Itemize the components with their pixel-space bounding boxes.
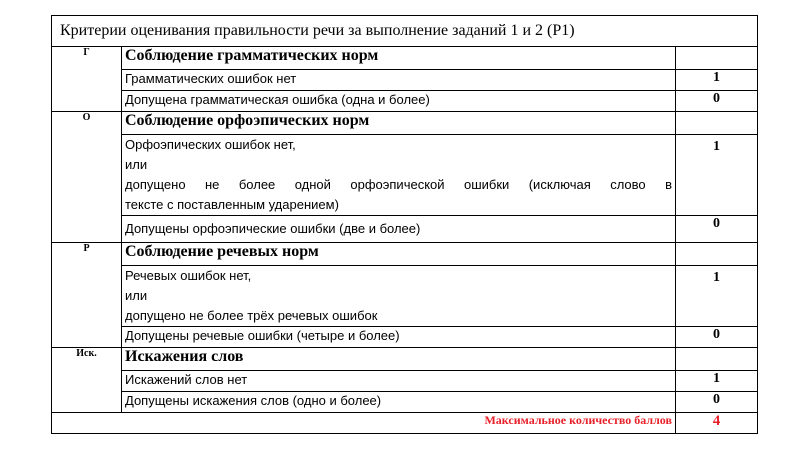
max-score-label: Максимальное количество баллов xyxy=(52,413,676,434)
section-heading: Соблюдение речевых норм xyxy=(122,243,676,266)
table-title: Критерии оценивания правильности речи за выполнение заданий 1 и 2 (Р1) xyxy=(52,16,758,47)
table-row xyxy=(52,266,758,327)
criterion-points: 0 xyxy=(676,392,758,413)
criterion-points: 1 xyxy=(676,371,758,392)
criterion-points: 1 xyxy=(676,135,758,216)
criterion-line: допущено не более трёх речевых ошибок xyxy=(125,308,378,323)
section-distortion-row xyxy=(52,348,758,371)
criterion-line: Орфоэпических ошибок нет, xyxy=(125,137,296,152)
section-heading: Искажения слов xyxy=(122,348,676,371)
section-code: О xyxy=(52,112,122,243)
criterion-points: 0 xyxy=(676,327,758,348)
criterion-points: 0 xyxy=(676,91,758,112)
criterion-text: Допущены орфоэпические ошибки (две и более) xyxy=(122,216,676,243)
table-row xyxy=(52,70,758,91)
empty-cell xyxy=(676,243,758,266)
criterion-points: 1 xyxy=(676,70,758,91)
table-row xyxy=(52,91,758,112)
table-row xyxy=(52,135,758,216)
criterion-points: 0 xyxy=(676,216,758,243)
table-row xyxy=(52,392,758,413)
max-score-row xyxy=(52,413,758,434)
max-score-value: 4 xyxy=(676,413,758,434)
empty-cell xyxy=(676,112,758,135)
section-grammar-row xyxy=(52,47,758,70)
section-orthoepy-row xyxy=(52,112,758,135)
empty-cell xyxy=(676,47,758,70)
criterion-points: 1 xyxy=(676,266,758,327)
table-row xyxy=(52,216,758,243)
criteria-table xyxy=(51,15,758,434)
criterion-text: Допущена грамматическая ошибка (одна и более) xyxy=(122,91,676,112)
section-heading: Соблюдение орфоэпических норм xyxy=(122,112,676,135)
title-row xyxy=(52,16,758,47)
table-row xyxy=(52,371,758,392)
criterion-line: или xyxy=(125,288,148,303)
empty-cell xyxy=(676,348,758,371)
section-code: Г xyxy=(52,47,122,112)
section-speech-row xyxy=(52,243,758,266)
criterion-text: Допущены речевые ошибки (четыре и более) xyxy=(122,327,676,348)
criterion-multiline xyxy=(122,135,676,216)
table-row xyxy=(52,327,758,348)
criterion-line: или xyxy=(125,157,148,172)
criterion-text: Допущены искажения слов (одно и более) xyxy=(122,392,676,413)
section-code: Иск. xyxy=(52,348,122,413)
criterion-line: тексте с поставленным ударением) xyxy=(125,197,339,212)
criterion-text: Искажений слов нет xyxy=(122,371,676,392)
criterion-line: Речевых ошибок нет, xyxy=(125,268,252,283)
section-code: Р xyxy=(52,243,122,348)
criterion-text: Грамматических ошибок нет xyxy=(122,70,676,91)
criterion-multiline xyxy=(122,266,676,327)
criterion-line: допущено не более одной орфоэпической ошибки (исключая слово в xyxy=(125,177,672,192)
section-heading: Соблюдение грамматических норм xyxy=(122,47,676,70)
